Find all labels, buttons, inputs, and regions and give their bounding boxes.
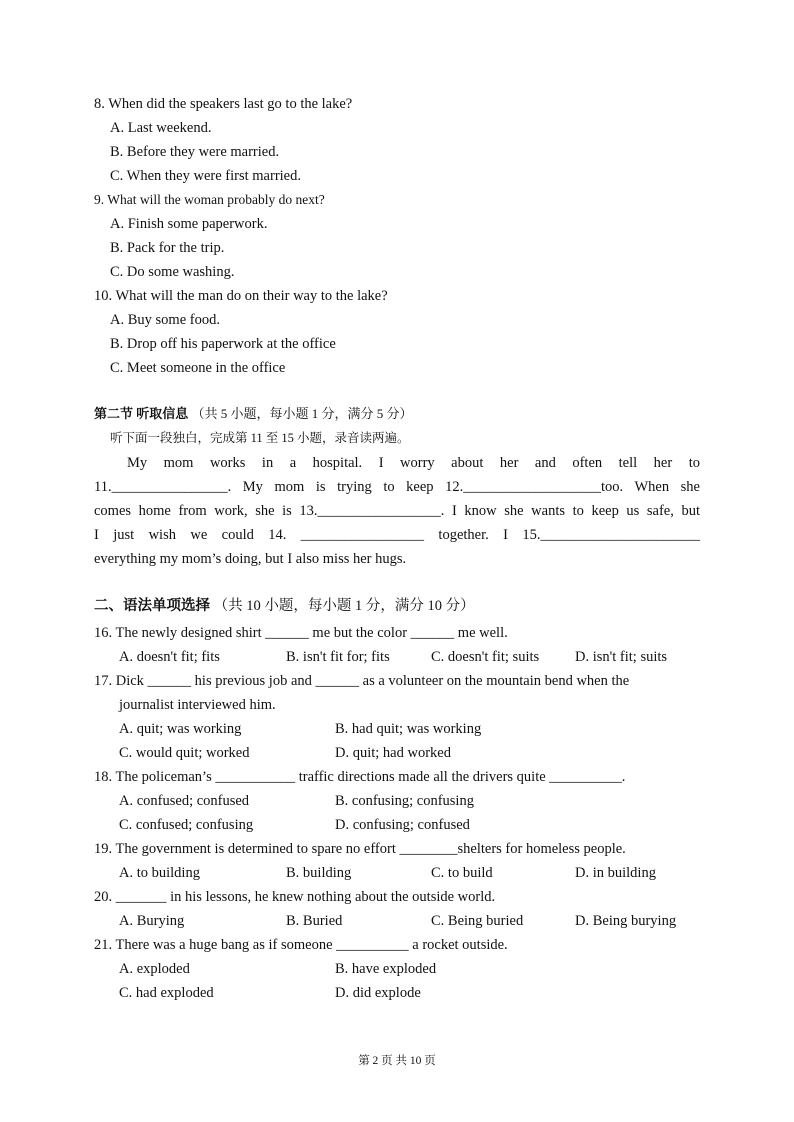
question-10-stem: 10. What will the man do on their way to the lake? <box>94 288 388 304</box>
question-21-option-d: D. did explode <box>335 985 421 1001</box>
question-16-option-c: C. doesn't fit; suits <box>431 649 540 665</box>
grammar-section-heading <box>94 594 475 618</box>
question-18-stem: 18. The policeman’s ___________ traffic directions made all the drivers quite __________. <box>94 769 626 785</box>
question-18-option-d: D. confusing; confused <box>335 817 470 833</box>
listening-section-instruction: 听下面一段独白，完成第 11 至 15 小题，录音读两遍。 <box>110 431 410 445</box>
question-21-option-a: A. exploded <box>119 961 190 977</box>
question-21-option-c: C. had exploded <box>119 985 214 1001</box>
question-16-stem: 16. The newly designed shirt ______ me but the color ______ me well. <box>94 625 508 641</box>
question-20-option-a: A. Burying <box>119 913 185 929</box>
question-10-option-c: C. Meet someone in the office <box>110 360 286 376</box>
question-19-option-c: C. to build <box>431 865 493 881</box>
question-9-option-b: B. Pack for the trip. <box>110 240 225 256</box>
question-17-stem-continued: journalist interviewed him. <box>119 697 276 713</box>
question-18-option-a: A. confused; confused <box>119 793 250 809</box>
question-17-stem: 17. Dick ______ his previous job and ______ as a volunteer on the mountain bend when the <box>94 673 630 689</box>
question-20-stem: 20. _______ in his lessons, he knew nothing about the outside world. <box>94 889 496 905</box>
question-8-option-b: B. Before they were married. <box>110 144 280 160</box>
passage-line-3: comes home from work, she is 13._________________. I know she wants to keep us safe, but <box>94 503 700 519</box>
question-19-option-d: D. in building <box>575 865 656 881</box>
question-9-stem: 9. What will the woman probably do next? <box>94 192 325 207</box>
question-18-option-c: C. confused; confusing <box>119 817 254 833</box>
passage-line-4: I just wish we could 14. _________________ together. I 15.______________________ <box>94 527 700 543</box>
question-8-option-a: A. Last weekend. <box>110 120 212 136</box>
question-18-option-b: B. confusing; confusing <box>335 793 474 809</box>
question-9-option-c: C. Do some washing. <box>110 264 235 280</box>
question-16-option-d: D. isn't fit; suits <box>575 649 668 665</box>
page-footer: 第 2 页 共 10 页 <box>358 1055 436 1067</box>
grammar-section-points: （共 10 小题，每小题 1 分，满分 10 分） <box>213 598 475 614</box>
question-21-option-b: B. have exploded <box>335 961 437 977</box>
question-17-option-b: B. had quit; was working <box>335 721 482 737</box>
question-8-stem: 8. When did the speakers last go to the lake? <box>94 96 353 112</box>
question-21-stem: 21. There was a huge bang as if someone __________ a rocket outside. <box>94 937 508 953</box>
listening-section-points: （共 5 小题，每小题 1 分，满分 5 分） <box>191 406 413 421</box>
question-17-option-a: A. quit; was working <box>119 721 242 737</box>
question-10-option-b: B. Drop off his paperwork at the office <box>110 336 336 352</box>
question-19-stem: 19. The government is determined to spare no effort ________shelters for homeless people. <box>94 841 626 857</box>
question-20-option-b: B. Buried <box>286 913 343 929</box>
passage-line-5: everything my mom’s doing, but I also miss her hugs. <box>94 551 407 567</box>
grammar-section-title: 二、语法单项选择 <box>94 598 210 614</box>
question-17-option-c: C. would quit; worked <box>119 745 250 761</box>
question-19-option-a: A. to building <box>119 865 200 881</box>
question-16-option-a: A. doesn't fit; fits <box>119 649 220 665</box>
question-16-option-b: B. isn't fit for; fits <box>286 649 390 665</box>
question-10-option-a: A. Buy some food. <box>110 312 220 328</box>
question-20-option-c: C. Being buried <box>431 913 524 929</box>
passage-line-1: My mom works in a hospital. I worry about her and often tell her to <box>127 455 700 471</box>
question-20-option-d: D. Being burying <box>575 913 677 929</box>
passage-line-2: 11.________________. My mom is trying to keep 12.___________________too. When she <box>94 479 700 495</box>
question-8-option-c: C. When they were first married. <box>110 168 301 184</box>
question-19-option-b: B. building <box>286 865 352 881</box>
listening-section-heading <box>94 402 413 426</box>
question-17-option-d: D. quit; had worked <box>335 745 451 761</box>
question-9-option-a: A. Finish some paperwork. <box>110 216 268 232</box>
listening-section-title: 第二节 听取信息 <box>94 406 189 421</box>
